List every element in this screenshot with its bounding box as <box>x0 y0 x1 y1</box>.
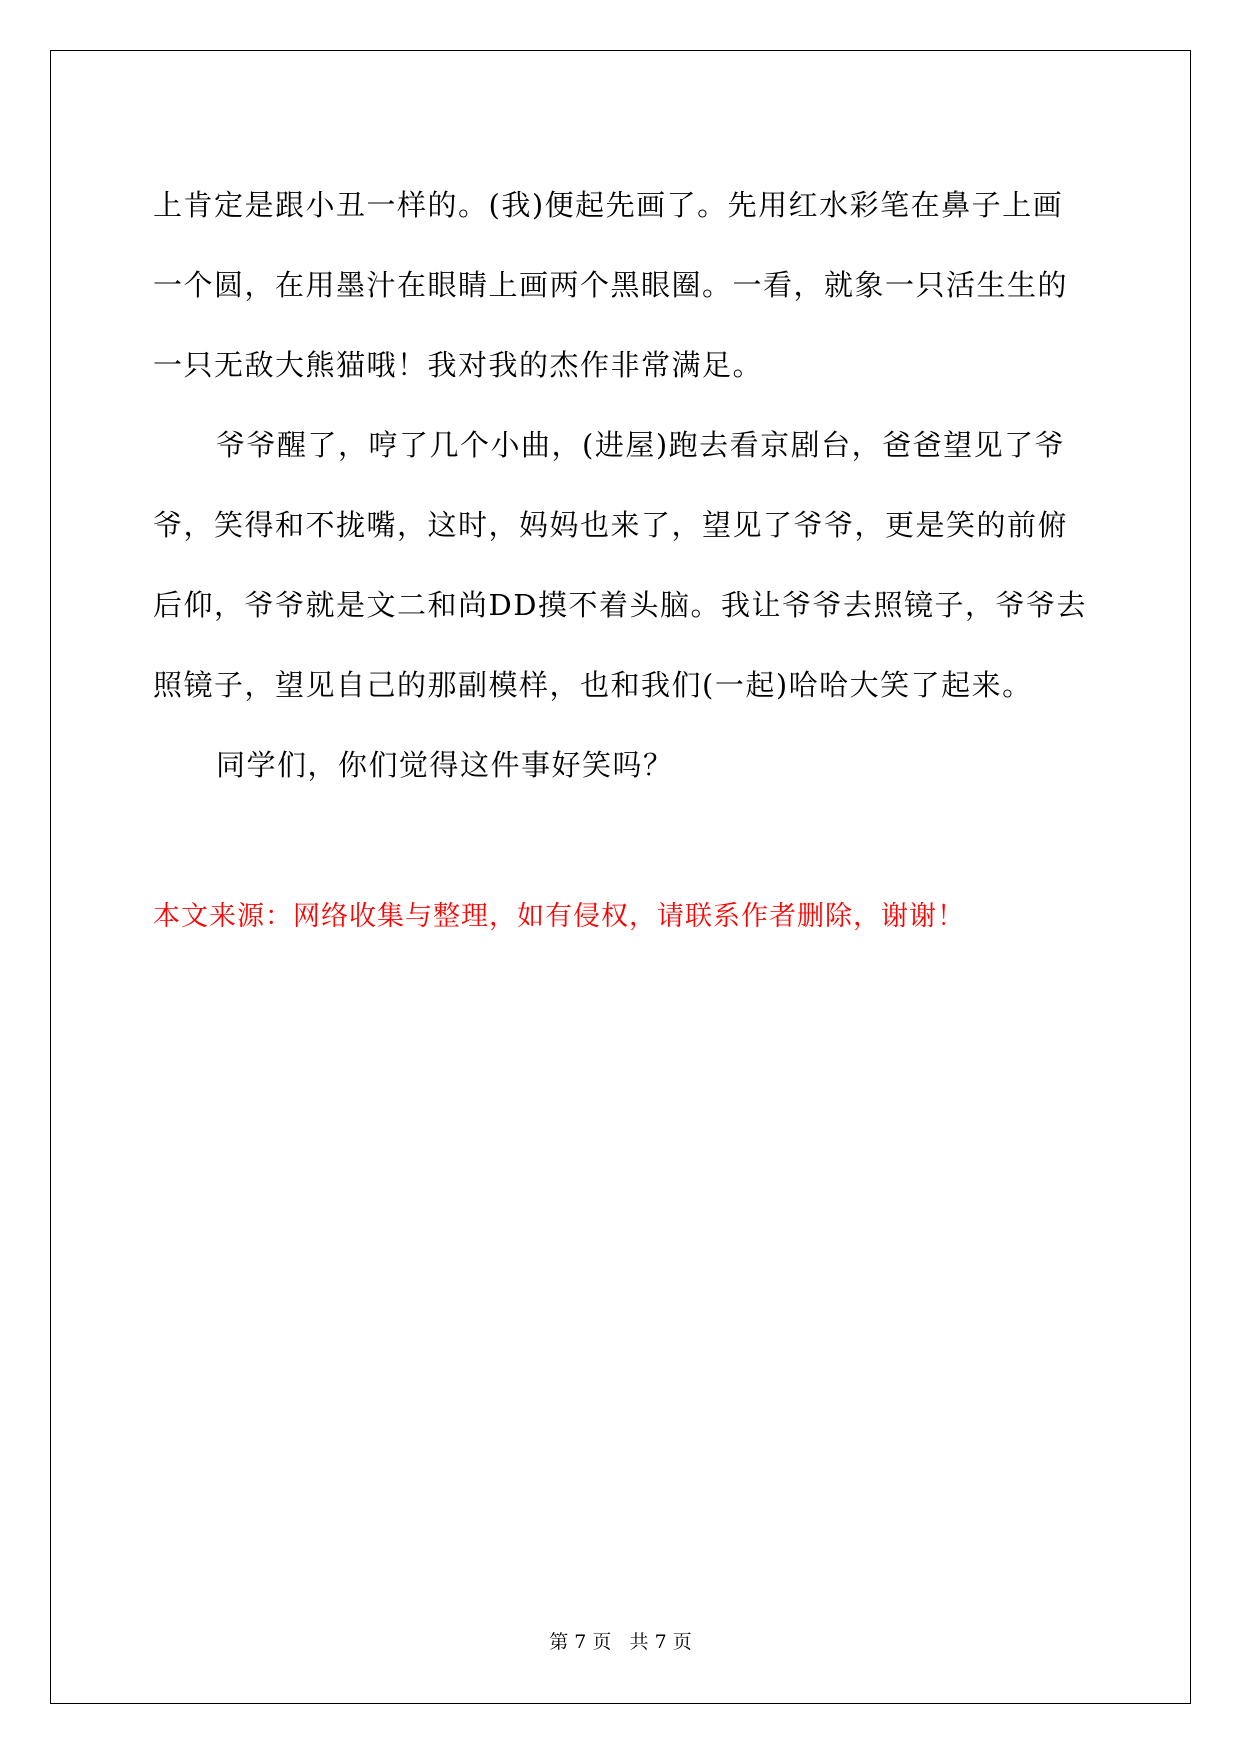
page-number-footer: 第 7 页 共 7 页 <box>549 1631 692 1653</box>
document-body <box>153 165 1093 805</box>
text-line-2: 一个圆，在用墨汁在眼睛上画两个黑眼圈。一看，就象一只活生生的 <box>153 268 1069 302</box>
text-line-6: 后仰，爷爷就是文二和尚DD摸不着头脑。我让爷爷去照镜子，爷爷去 <box>153 588 1088 622</box>
text-line-7: 照镜子，望见自己的那副模样，也和我们(一起)哈哈大笑了起来。 <box>153 668 1033 702</box>
text-line-5: 爷，笑得和不拢嘴，这时，妈妈也来了，望见了爷爷，更是笑的前俯 <box>153 508 1069 542</box>
text-line-1: 上肯定是跟小丑一样的。(我)便起先画了。先用红水彩笔在鼻子上画 <box>153 188 1064 222</box>
text-line-4: 爷爷醒了，哼了几个小曲，(进屋)跑去看京剧台，爸爸望见了爷 <box>216 428 1066 462</box>
text-line-3: 一只无敌大熊猫哦！我对我的杰作非常满足。 <box>153 348 764 382</box>
source-note: 本文来源：网络收集与整理，如有侵权，请联系作者删除，谢谢！ <box>153 901 965 932</box>
text-line-8: 同学们，你们觉得这件事好笑吗？ <box>216 748 674 782</box>
